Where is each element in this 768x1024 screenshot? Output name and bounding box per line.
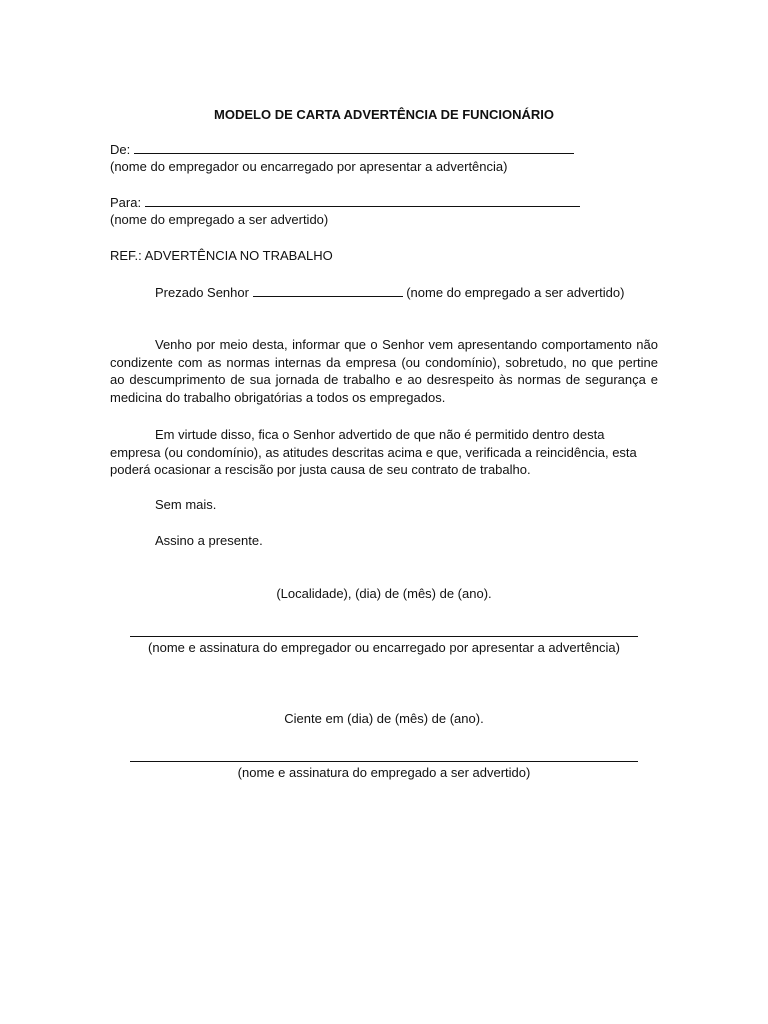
salutation-hint: (nome do empregado a ser advertido)	[406, 285, 625, 300]
body-paragraph-2-text: Em virtude disso, fica o Senhor advertido de que não é permitido dentro desta empresa (ou condomínio), as atitudes descritas acima e que, verificada a reincidência, esta poderá ocasionar a rescisão por justa causa de seu contrato de trabalho.	[110, 427, 637, 477]
to-line	[110, 194, 580, 211]
salutation-prefix: Prezado Senhor	[155, 285, 249, 300]
acknowledgement-line: Ciente em (dia) de (mês) de (ano).	[284, 711, 484, 726]
closing-line: Sem mais.	[155, 497, 217, 512]
employee-signature-line	[130, 761, 638, 762]
sign-off-line: Assino a presente.	[155, 533, 263, 548]
employer-signature-line	[130, 636, 638, 637]
body-paragraph-1-text: Venho por meio desta, informar que o Senhor vem apresentando comportamento não condizente com as normas internas da empresa (ou condomínio), sobretudo, no que pertine ao descumprimento de sua jornada de trabalho e ao desrespeito às normas de segurança e medicina do trabalho obrigatórias a todos os empregados.	[110, 337, 658, 405]
reference-line: REF.: ADVERTÊNCIA NO TRABALHO	[110, 248, 333, 263]
employer-signature-hint: (nome e assinatura do empregador ou encarregado por apresentar a advertência)	[148, 640, 620, 655]
document-title: MODELO DE CARTA ADVERTÊNCIA DE FUNCIONÁRIO	[214, 107, 554, 122]
salutation-line	[155, 284, 624, 301]
to-label: Para:	[110, 195, 142, 210]
body-paragraph-2	[110, 426, 658, 479]
place-date-line: (Localidade), (dia) de (mês) de (ano).	[276, 586, 492, 601]
body-paragraph-1	[110, 336, 658, 406]
salutation-blank	[253, 284, 403, 297]
to-blank	[145, 194, 580, 207]
to-hint: (nome do empregado a ser advertido)	[110, 212, 329, 227]
employee-signature-hint: (nome e assinatura do empregado a ser advertido)	[237, 765, 531, 780]
from-line	[110, 141, 574, 158]
from-hint: (nome do empregador ou encarregado por apresentar a advertência)	[110, 159, 508, 174]
from-label: De:	[110, 142, 131, 157]
from-blank	[134, 141, 574, 154]
